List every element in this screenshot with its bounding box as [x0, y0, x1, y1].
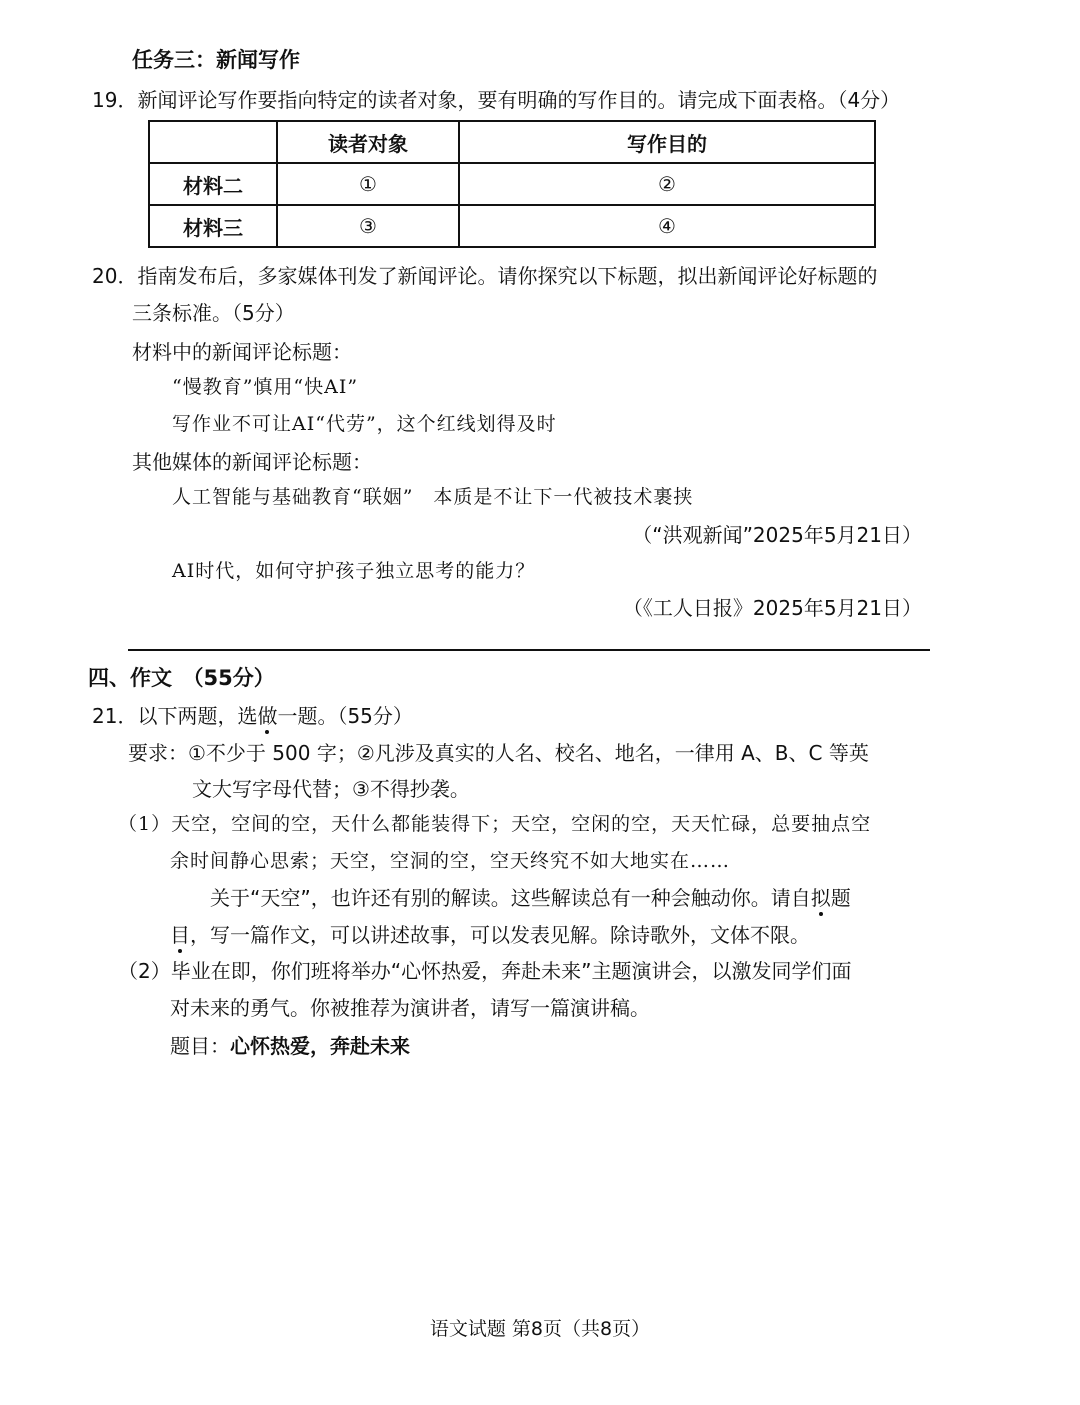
table-row — [149, 163, 875, 205]
other-title-1-source: （“洪观新闻”2025年5月21日） — [632, 523, 922, 547]
title-label: 题目： — [170, 1034, 230, 1058]
task-heading: 任务三：新闻写作 — [132, 48, 300, 72]
option-1-line3-text: 关于“天空”，也许还有别的解读。这些解读总有一种会触动你。请 — [210, 886, 791, 910]
emphasis-dotted-text: 选做一 — [237, 704, 298, 728]
material-title-1: “慢教育”慎用“快AI” — [172, 376, 359, 398]
requirements-line2: 文大写字母代替；③不得抄袭。 — [192, 777, 470, 801]
option-1-line4 — [170, 923, 810, 947]
table-header-row — [149, 121, 875, 163]
table-row — [149, 205, 875, 247]
purpose-cell: ④ — [459, 205, 875, 247]
question-21-intro — [92, 704, 413, 728]
page-footer: 语文试题 第8页（共8页） — [429, 1318, 651, 1340]
intro-prefix: 21．以下两题， — [92, 704, 238, 728]
other-titles-label: 其他媒体的新闻评论标题： — [132, 450, 372, 474]
option-1-line1: （1）天空，空间的空，天什么都能装得下；天空，空闲的空，天天忙碌，总要抽点空 — [118, 813, 872, 835]
emphasis-dotted-text: 自拟题 — [790, 886, 851, 910]
speech-title: 心怀热爱，奔赴未来 — [230, 1034, 410, 1058]
reader-cell: ① — [277, 163, 459, 205]
reader-purpose-table — [148, 120, 876, 248]
intro-suffix: 题。（55分） — [297, 704, 413, 728]
emphasis-dotted-text: 目 — [170, 923, 190, 947]
material-titles-label: 材料中的新闻评论标题： — [132, 340, 352, 364]
option-1-line2: 余时间静心思索；天空，空洞的空，空天终究不如大地实在…… — [170, 850, 731, 872]
row-label: 材料三 — [149, 205, 277, 247]
section-4-heading: 四、作文 （55分） — [88, 666, 275, 690]
material-title-2: 写作业不可让AI“代劳”，这个红线划得及时 — [172, 413, 557, 435]
purpose-cell: ② — [459, 163, 875, 205]
option-1-line3 — [210, 886, 851, 910]
reader-cell: ③ — [277, 205, 459, 247]
other-title-2-source: （《工人日报》2025年5月21日） — [622, 596, 922, 620]
row-label: 材料二 — [149, 163, 277, 205]
question-20-line2: 三条标准。（5分） — [132, 301, 295, 325]
option-2-line1: （2）毕业在即，你们班将举办“心怀热爱，奔赴未来”主题演讲会，以激发同学们面 — [118, 959, 852, 983]
section-divider — [128, 649, 930, 651]
option-1-line4-text: ，写一篇作文，可以讲述故事，可以发表见解。除诗歌外，文体不限。 — [190, 923, 810, 947]
question-20-line1: 20．指南发布后，多家媒体刊发了新闻评论。请你探究以下标题，拟出新闻评论好标题的 — [92, 264, 878, 288]
question-19-text: 19．新闻评论写作要指向特定的读者对象，要有明确的写作目的。请完成下面表格。（4分） — [92, 88, 901, 112]
other-title-1: 人工智能与基础教育“联姻” 本质是不让下一代被技术裹挟 — [172, 486, 694, 508]
table-header-empty — [149, 121, 277, 163]
option-2-title — [170, 1034, 410, 1058]
table-header-reader: 读者对象 — [277, 121, 459, 163]
table-header-purpose: 写作目的 — [459, 121, 875, 163]
other-title-2: AI时代，如何守护孩子独立思考的能力？ — [172, 560, 536, 582]
option-2-line2: 对未来的勇气。你被推荐为演讲者，请写一篇演讲稿。 — [170, 996, 650, 1020]
requirements-line1: 要求：①不少于 500 字；②凡涉及真实的人名、校名、地名，一律用 A、B、C 等英 — [128, 741, 869, 765]
